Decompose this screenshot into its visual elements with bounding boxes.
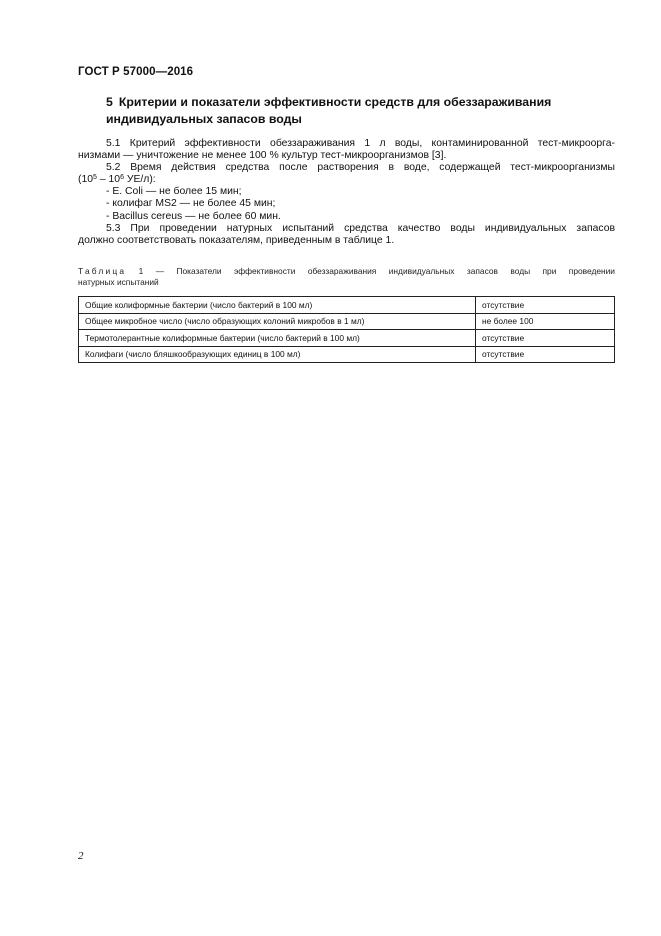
paragraph-5-3-line1: 5.3 При проведении натурных испытаний средства качество воды индивидуальных запасов [106,222,615,234]
table-row [79,297,615,314]
value-cell: отсутствие [476,346,615,363]
table-row [79,346,615,363]
paragraph-5-2-line2 [78,174,615,186]
paragraph-5-3-line2: должно соответствовать показателям, приведенным в таблице 1. [78,234,395,246]
document-header: ГОСТ Р 57000—2016 [78,66,194,78]
section-title [106,94,606,128]
range-exponent-1: 5 [93,174,97,182]
table-row [79,313,615,330]
range-mid: – 10 [96,174,121,186]
page-number: 2 [78,850,84,862]
table-caption-label: Таблица [78,266,127,276]
indicator-cell: Колифаги (число бляшкообразующих единиц в 100 мл) [79,346,476,363]
list-item: - Bacillus cereus — не более 60 мин. [106,210,281,222]
table-caption-line1 [78,266,615,277]
table-caption-text: 1 — Показатели эффективности обеззараживания индивидуальных запасов воды при проведении [126,266,615,276]
indicator-cell: Термотолерантные колиформные бактерии (число бактерий в 100 мл) [79,330,476,347]
range-close: УЕ/л): [123,174,156,186]
indicator-cell: Общее микробное число (число образующих колоний микробов в 1 мл) [79,313,476,330]
paragraph-5-1-line1: 5.1 Критерий эффективности обеззараживания 1 л воды, контаминированной тест-микроорга- [106,138,615,149]
table-caption [78,266,615,288]
table-row [79,330,615,347]
value-cell: не более 100 [476,313,615,330]
value-cell: отсутствие [476,297,615,314]
table-caption-line2: натурных испытаний [78,277,159,287]
section-title-text: Критерии и показатели эффективности средств для обеззараживания индивидуальных запасов воды [106,95,552,126]
paragraph-5-1-line2: низмами — уничтожение не менее 100 % культур тест-микроорганизмов [3]. [78,150,447,162]
indicator-cell: Общие колиформные бактерии (число бактерий в 100 мл) [79,297,476,314]
section-number: 5 [106,95,113,109]
list-item: - E. Coli — не более 15 мин; [106,186,242,198]
body-text [78,138,615,247]
range-exponent-2: 6 [120,174,124,182]
paragraph-5-2-line1: 5.2 Время действия средства после растворения в воде, содержащей тест-микроорганизмы [106,162,615,174]
value-cell: отсутствие [476,330,615,347]
indicators-table [78,296,615,363]
range-open: (10 [78,174,94,186]
list-item: - колифаг MS2 — не более 45 мин; [106,198,276,210]
